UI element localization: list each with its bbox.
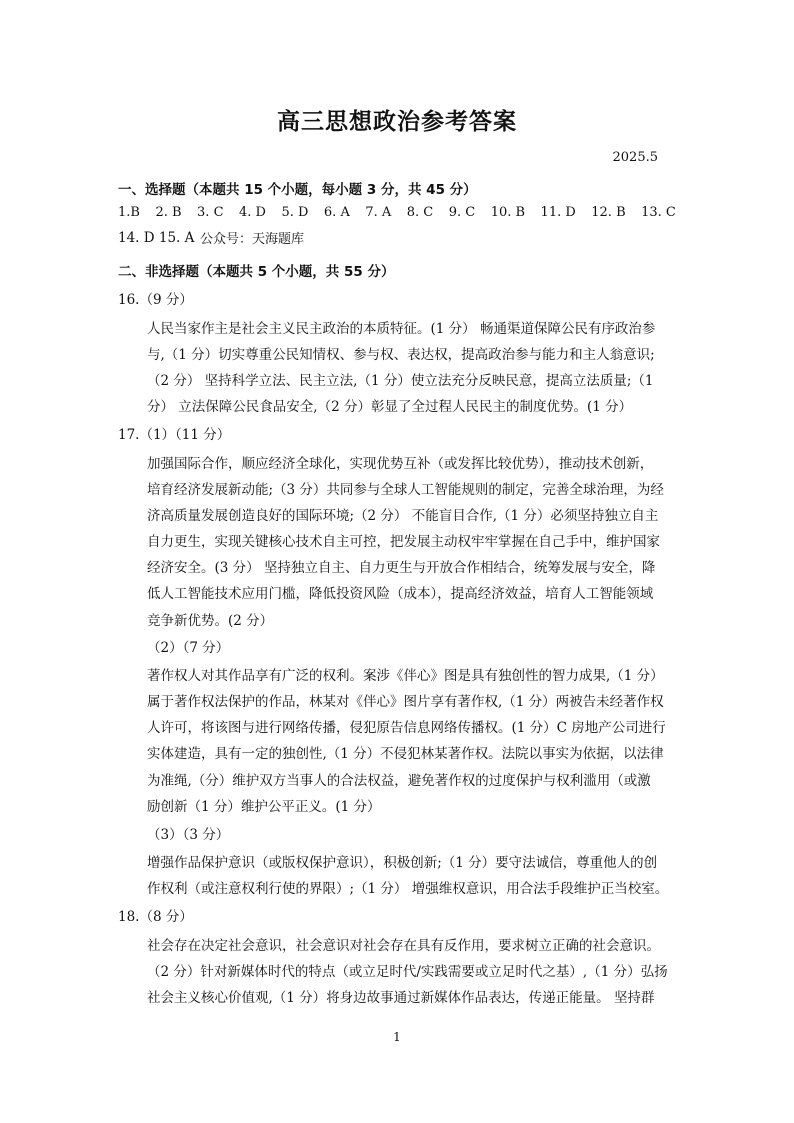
answer-item: 3. C xyxy=(197,205,224,220)
q17-heading: 17.（1）（11 分） xyxy=(118,427,231,443)
q16-line: 与,（1 分）切实尊重公民知情权、参与权、表达权，提高政治参与能力和主人翁意识; xyxy=(147,347,655,363)
page-title: 高三思想政治参考答案 xyxy=(277,109,517,135)
answer-item: 12. B xyxy=(591,205,626,220)
q18-heading: 18.（8 分） xyxy=(118,909,193,925)
q17-part2-line: 著作权人对其作品享有广泛的权利。案涉《伴心》图是具有独创性的智力成果,（1 分） xyxy=(147,668,664,684)
q17-part3-line: 作权利（或注意权利行使的界限）;（1 分） 增强维权意识，用合法手段维护正当校室。 xyxy=(147,881,669,897)
answer-item: 13. C xyxy=(641,205,676,220)
q17-part1-line: 经济安全。(3 分） 坚持独立自主、自力更生与开放合作相结合，统筹发展与安全，降 xyxy=(147,560,656,576)
q17-part1-line: 自力更生，实现关键核心技术自主可控，把发展主动权牢牢掌握在自己手中，维护国家 xyxy=(147,534,660,550)
q18-line: 社会存在决定社会意识，社会意识对社会存在具有反作用，要求树立正确的社会意识。 xyxy=(147,938,660,954)
section2-heading: 二、非选择题（本题共 5 个小题，共 55 分） xyxy=(118,264,395,280)
q17-part2-heading: （2）（7 分） xyxy=(147,640,230,656)
q17-part1-line: 培育经济发展新动能;（3 分）共同参与全球人工智能规则的制定，完善全球治理，为经 xyxy=(147,482,664,498)
q17-part2-line: 属于著作权法保护的作品，林某对《伴心》图片享有著作权,（1 分）两被告未经著作权 xyxy=(147,694,664,710)
q17-part2-line: 为准绳,（分）维护双方当事人的合法权益，避免著作权的过度保护与权利滥用（或激 xyxy=(147,773,651,789)
section1-heading: 一、选择题（本题共 15 个小题，每小题 3 分，共 45 分） xyxy=(118,182,477,198)
answer-row-2: 14. D 15. A xyxy=(118,230,195,246)
q17-part3-heading: （3）（3 分） xyxy=(147,827,230,843)
watermark-text: 公众号：天海题库 xyxy=(200,232,305,247)
answer-item: 11. D xyxy=(540,205,576,220)
answer-item: 8. C xyxy=(406,205,434,220)
q17-part1-line: 低人工智能技术应用门槛，降低投资风险（成本），提高经济效益，培育人工智能领域 xyxy=(147,586,654,602)
q17-part1-line: 济高质量发展创造良好的国际环境;（2 分） 不能盲目合作,（1 分）必须坚持独立自主 xyxy=(147,508,659,524)
answer-item: 6. A xyxy=(323,205,350,220)
answer-item: 10. B xyxy=(490,205,526,220)
answer-item: 2. B xyxy=(155,205,182,220)
page-number: 1 xyxy=(393,1030,401,1044)
answer-item: 7. A xyxy=(365,205,392,220)
answer-item: 4. D xyxy=(239,205,266,220)
q17-part1-line: 加强国际合作，顺应经济全球化，实现优势互补（或发挥比较优势），推动技术创新， xyxy=(147,456,654,472)
answer-row-1 xyxy=(118,205,676,220)
q17-part2-line: 实体建造，具有一定的独创性,（1 分）不侵犯林某著作权。法院以事实为依据，以法律 xyxy=(147,746,664,762)
q16-line: 人民当家作主是社会主义民主政治的本质特征。(1 分） 畅通渠道保障公民有序政治参 xyxy=(147,321,656,337)
q17-part2-line: 励创新（1 分）维护公平正义。(1 分） xyxy=(147,799,381,815)
answer-item: 1.B xyxy=(118,205,140,220)
document-date: 2025.5 xyxy=(612,150,658,165)
q16-line: 分） 立法保障公民食品安全,（2 分）彰显了全过程人民民主的制度优势。(1 分） xyxy=(147,399,633,415)
q18-line: （2 分）针对新媒体时代的特点（或立足时代/实践需要或立足时代之基）,（1 分）弘扬 xyxy=(147,964,668,980)
q17-part2-line: 人许可，将该图与进行网络传播，侵犯原告信息网络传播权。(1 分）C 房地产公司进行 xyxy=(147,720,666,736)
answer-item: 9. C xyxy=(448,205,476,220)
q16-heading: 16.（9 分） xyxy=(118,292,193,308)
q17-part3-line: 增强作品保护意识（或版权保护意识），积极创新;（1 分）要守法诚信，尊重他人的创 xyxy=(147,855,658,871)
answer-item: 5. D xyxy=(281,205,309,220)
q16-line: （2 分） 坚持科学立法、民主立法,（1 分）使立法充分反映民意，提高立法质量;（1 xyxy=(147,373,654,389)
q17-part1-line: 竞争新优势。(2 分） xyxy=(147,613,274,629)
q18-line: 社会主义核心价值观,（1 分）将身边故事通过新媒体作品表达，传递正能量。 坚持群 xyxy=(147,990,655,1006)
